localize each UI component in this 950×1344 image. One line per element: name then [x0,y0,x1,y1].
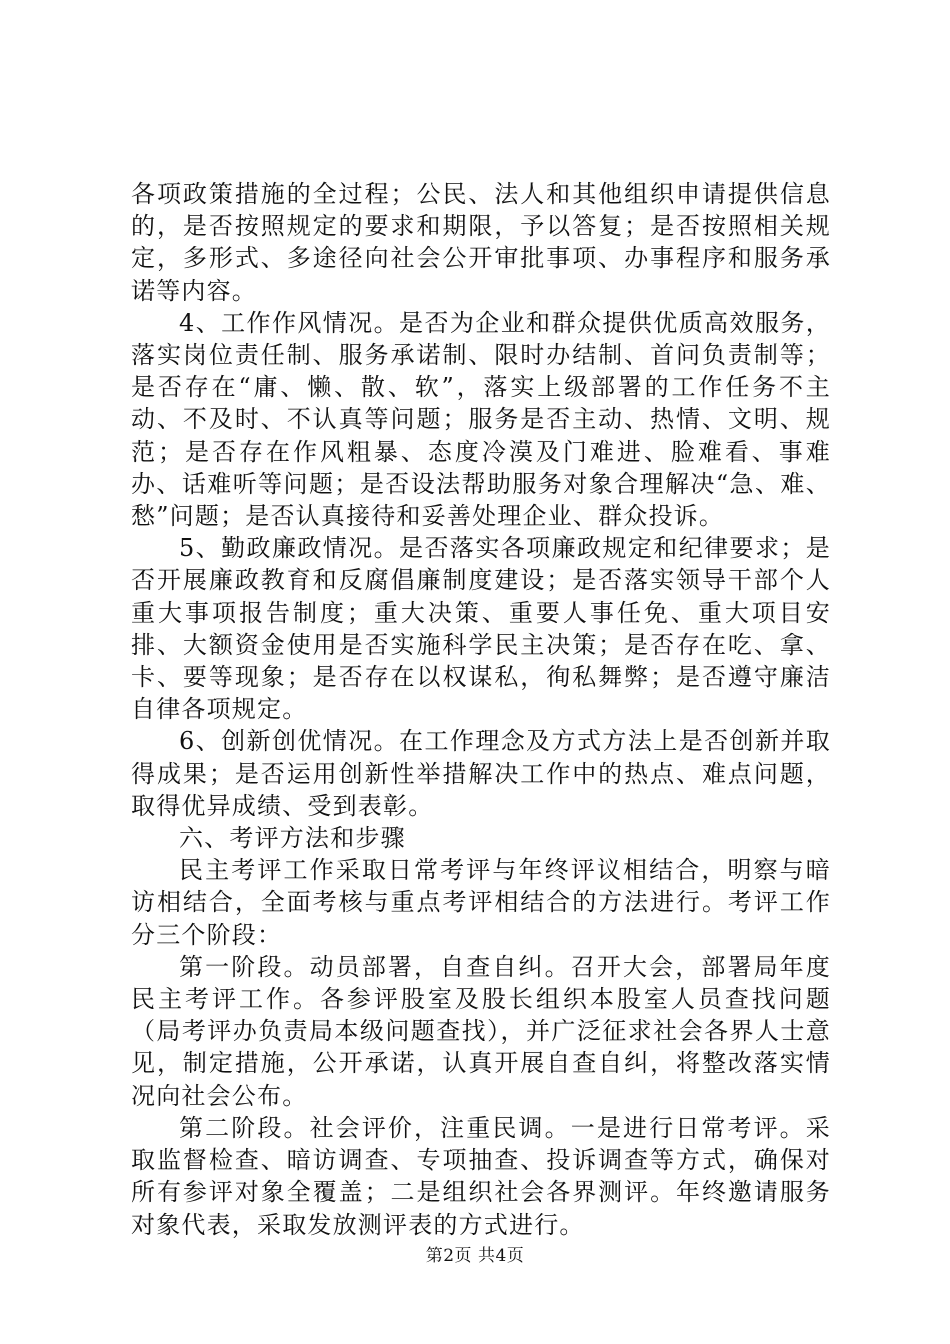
paragraph-innovation: 6、创新创优情况。在工作理念及方式方法上是否创新并取得成果；是否运用创新性举措解决工作中的热点、难点问题，取得优异成绩、受到表彰。 [131,727,831,820]
section-heading-methods: 六、考评方法和步骤 [179,824,406,853]
paragraph-stage-one: 第一阶段。动员部署，自查自纠。召开大会，部署局年度民主考评工作。各参评股室及股长组织本股室人员查找问题（局考评办负责局本级问题查找），并广泛征求社会各界人士意见，制定措施，公开承诺，认真开展自查自纠，将整改落实情况向社会公布。 [131,952,831,1110]
paragraph-integrity: 5、勤政廉政情况。是否落实各项廉政规定和纪律要求；是否开展廉政教育和反腐倡廉制度建设；是否落实领导干部个人重大事项报告制度；重大决策、重要人事任免、重大项目安排、大额资金使用是否实施科学民主决策；是否存在吃、拿、卡、要等现象；是否存在以权谋私，徇私舞弊；是否遵守廉洁自律各项规定。 [131,534,831,724]
paragraph-methods: 民主考评工作采取日常考评与年终评议相结合，明察与暗访相结合，全面考核与重点考评相结合的方法进行。考评工作分三个阶段： [131,856,831,949]
document-body [131,178,831,1241]
paragraph-stage-two: 第二阶段。社会评价，注重民调。一是进行日常考评。采取监督检查、暗访调查、专项抽查、投诉调查等方式，确保对所有参评对象全覆盖；二是组织社会各界测评。年终邀请服务对象代表，采取发放测评表的方式进行。 [131,1113,831,1239]
paragraph-continuation: 各项政策措施的全过程；公民、法人和其他组织申请提供信息的，是否按照规定的要求和期限，予以答复；是否按照相关规定，多形式、多途径向社会公开审批事项、办事程序和服务承诺等内容。 [131,180,831,305]
page-number-footer: 第2页 共4页 [425,1246,525,1266]
paragraph-work-style: 4、工作作风情况。是否为企业和群众提供优质高效服务，落实岗位责任制、服务承诺制、限时办结制、首问负责制等；是否存在“庸、懒、散、软”，落实上级部署的工作任务不主动、不及时、不认真等问题；服务是否主动、热情、文明、规范；是否存在作风粗暴、态度冷漠及门难进、脸难看、事难办、话难听等问题；是否设法帮助服务对象合理解决“急、难、愁”问题；是否认真接待和妥善处理企业、群众投诉。 [131,308,831,531]
